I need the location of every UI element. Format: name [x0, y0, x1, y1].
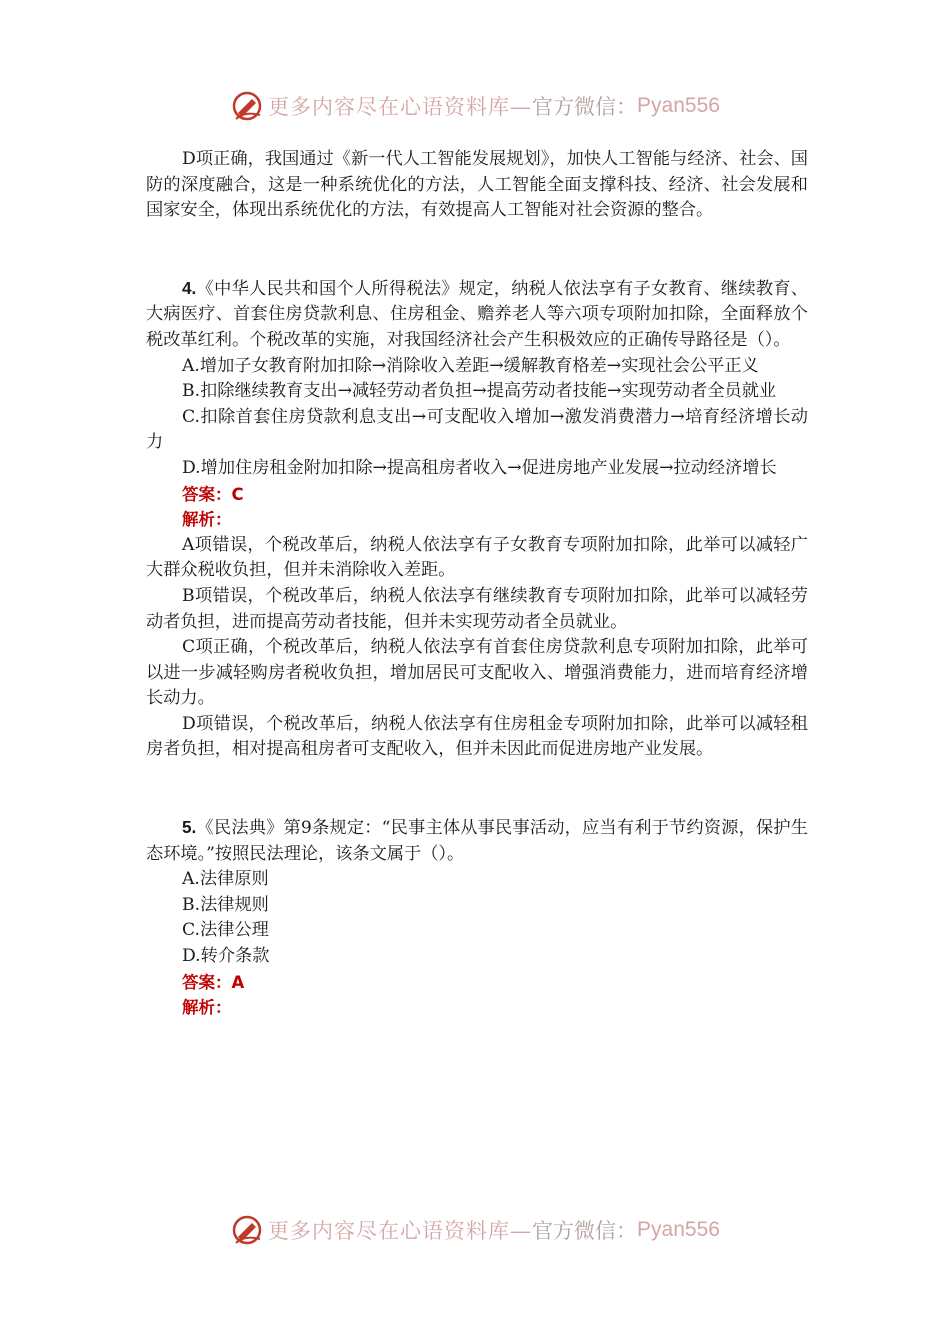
option-a: A.法律原则	[182, 869, 269, 890]
footer-banner	[0, 1210, 950, 1250]
question-stem	[146, 815, 808, 867]
banner-text: 更多内容尽在心语资料库—	[268, 95, 533, 119]
question-text: 《民法典》第9条规定：“民事主体从事民事活动，应当有利于节约资源，保护生态环境。”按照民法理论，该条文属于（）。	[146, 818, 808, 864]
question-number: 4.	[182, 277, 197, 298]
analysis-b: B项错误，个税改革后，纳税人依法享有继续教育专项附加扣除，此举可以减轻劳动者负担，进而提高劳动者技能，但并未实现劳动者全员就业。	[146, 585, 808, 632]
pen-logo-icon	[230, 89, 264, 123]
banner-wechat-id: Pyan556	[637, 94, 720, 117]
question-number: 5.	[182, 817, 197, 838]
analysis-label: 解析：	[182, 510, 232, 530]
document-body	[146, 147, 808, 1021]
banner-wechat-label: 官方微信：	[532, 95, 638, 119]
analysis-d: D项错误，个税改革后，纳税人依法享有住房租金专项附加扣除，此举可以减轻租房者负担，相对提高租房者可支配收入，但并未因此而促进房地产业发展。	[146, 713, 808, 760]
intro-paragraph: D项正确，我国通过《新一代人工智能发展规划》，加快人工智能与经济、社会、国防的深度融合，这是一种系统优化的方法，人工智能全面支撑科技、经济、社会发展和国家安全，体现出系统优化的方法，有效提高人工智能对社会资源的整合。	[146, 149, 808, 221]
option-d: D.转介条款	[182, 946, 270, 967]
header-banner	[0, 86, 950, 126]
analysis-label: 解析：	[182, 998, 232, 1018]
analysis-c: C项正确，个税改革后，纳税人依法享有首套住房贷款利息专项附加扣除，此举可以进一步减轻购房者税收负担，增加居民可支配收入、增强消费能力，进而培育经济增长动力。	[146, 637, 808, 709]
banner-wechat-label: 官方微信：	[532, 1219, 638, 1243]
option-a: A.增加子女教育附加扣除→消除收入差距→缓解教育格差→实现社会公平正义	[182, 355, 759, 376]
banner-text: 更多内容尽在心语资料库—	[268, 1219, 533, 1243]
answer-label: 答案：C	[182, 484, 244, 504]
option-c: C.扣除首套住房贷款利息支出→可支配收入增加→激发消费潜力→培育经济增长动力	[146, 406, 808, 453]
option-c: C.法律公理	[182, 920, 269, 941]
option-b: B.扣除继续教育支出→减轻劳动者负担→提高劳动者技能→实现劳动者全员就业	[182, 381, 777, 402]
option-d: D.增加住房租金附加扣除→提高租房者收入→促进房地产业发展→拉动经济增长	[182, 457, 777, 478]
option-b: B.法律规则	[182, 894, 269, 915]
banner-wechat-id: Pyan556	[637, 1218, 720, 1241]
question-5	[146, 815, 808, 1021]
question-stem	[146, 276, 808, 354]
analysis-a: A项错误，个税改革后，纳税人依法享有子女教育专项附加扣除，此举可以减轻广大群众税收负担，但并未消除收入差距。	[146, 534, 808, 581]
question-4	[146, 276, 808, 763]
answer-label: 答案：A	[182, 972, 245, 992]
pen-logo-icon	[230, 1213, 264, 1247]
question-text: 《中华人民共和国个人所得税法》规定，纳税人依法享有子女教育、继续教育、大病医疗、首套住房贷款利息、住房租金、赡养老人等六项专项附加扣除，全面释放个税改革红利。个税改革的实施，对我国经济社会产生积极效应的正确传导路径是（）。	[146, 278, 808, 350]
